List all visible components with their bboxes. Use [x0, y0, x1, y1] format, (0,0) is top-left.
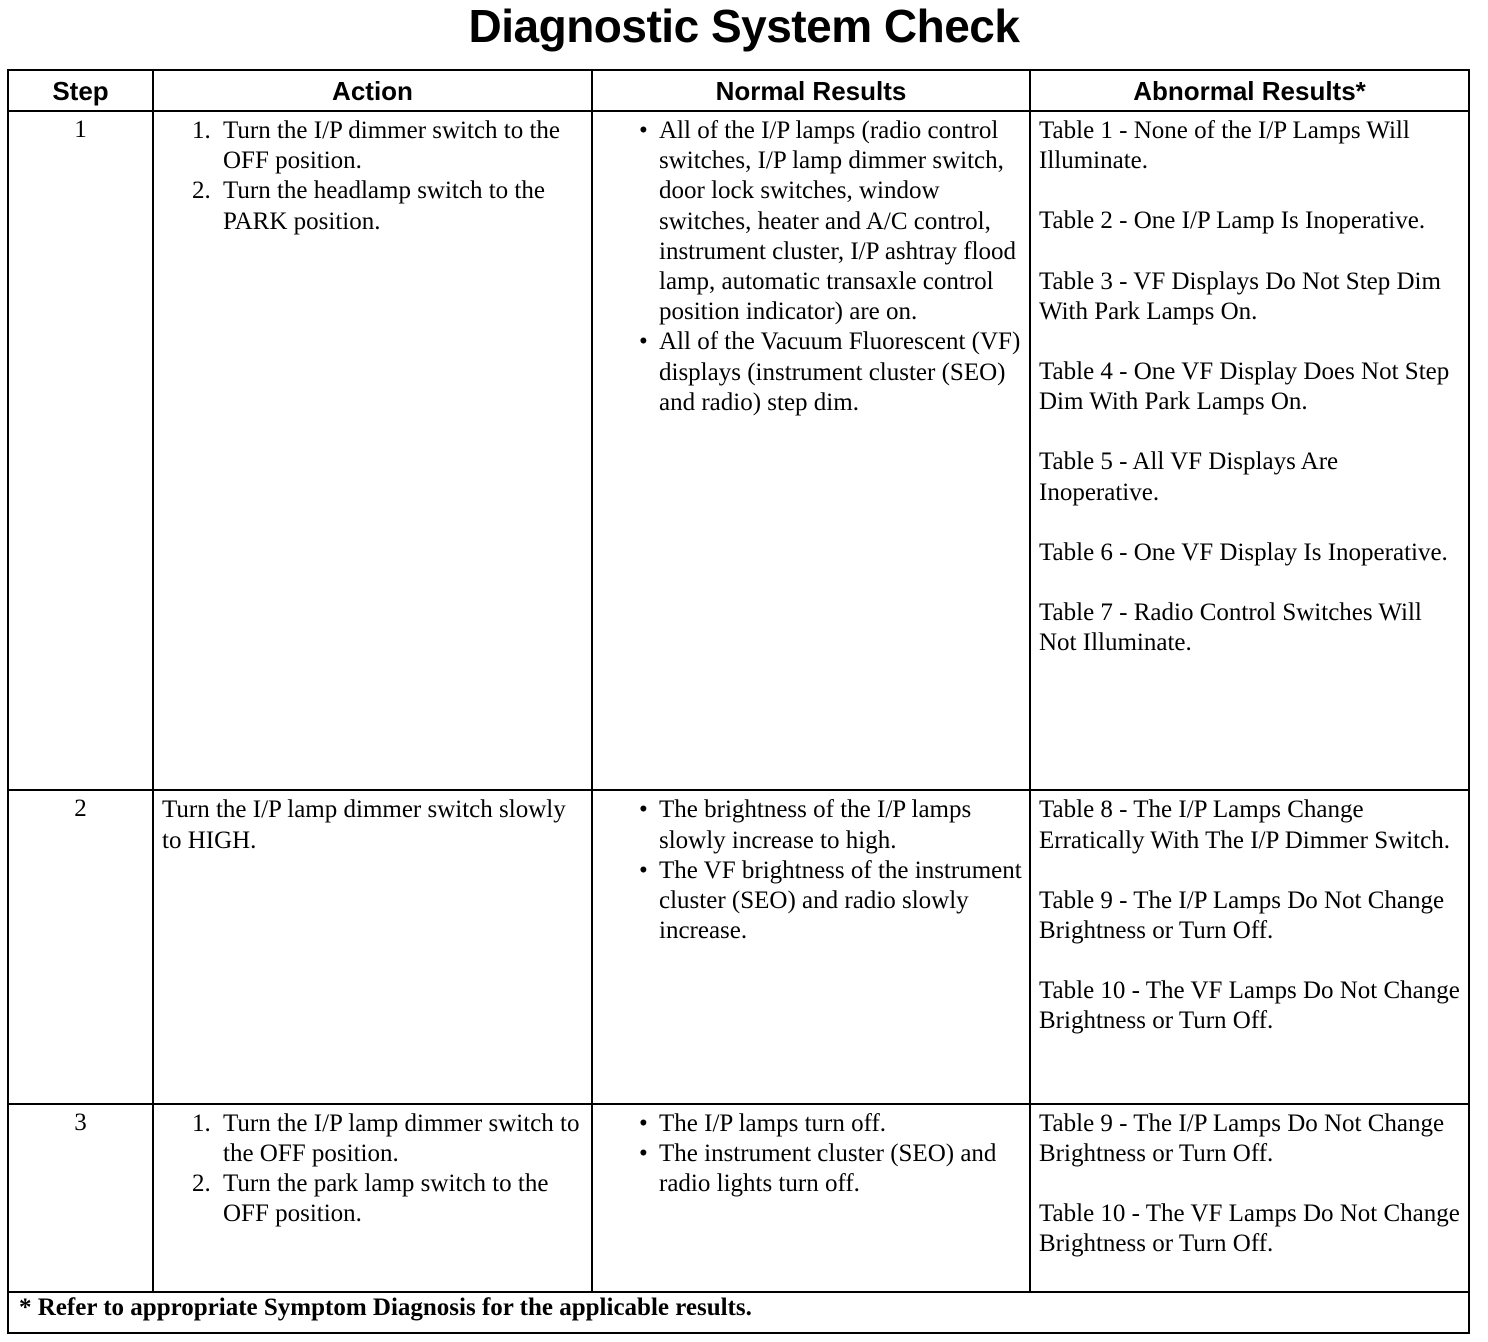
header-action: Action [153, 70, 592, 111]
diagnostic-table [7, 69, 1470, 1334]
abnormal-results-cell [1030, 790, 1469, 1103]
action-item: 1. Turn the I/P dimmer switch to the OFF position. [217, 116, 585, 176]
table-row [8, 111, 1469, 790]
action-cell [153, 790, 592, 1103]
action-item: 1. Turn the I/P lamp dimmer switch to the OFF position. [217, 1109, 585, 1169]
normal-result-item: • All of the I/P lamps (radio control switches, I/P lamp dimmer switch, door lock switches, window switches, heater and A/C control, instrument cluster, I/P ashtray flood lamp, automatic transaxle control position indicator) are on. [659, 116, 1023, 327]
table-row [8, 790, 1469, 1103]
footnote: * Refer to appropriate Symptom Diagnosis for the applicable results. [8, 1292, 1469, 1333]
abnormal-result-link: Table 7 - Radio Control Switches Will Not Illuminate. [1039, 599, 1422, 657]
abnormal-result-link: Table 5 - All VF Displays Are Inoperative. [1039, 448, 1339, 506]
page-title: Diagnostic System Check [468, 0, 1020, 52]
action-text: Turn the I/P lamp dimmer switch slowly to HIGH. [162, 796, 566, 854]
abnormal-results-cell [1030, 111, 1469, 790]
abnormal-result-link: Table 1 - None of the I/P Lamps Will Illuminate. [1039, 117, 1410, 175]
action-item: 2. Turn the park lamp switch to the OFF position. [217, 1169, 585, 1229]
normal-result-item: • The I/P lamps turn off. [659, 1109, 1023, 1139]
action-cell [153, 111, 592, 790]
abnormal-result-link: Table 2 - One I/P Lamp Is Inoperative. [1039, 207, 1426, 235]
normal-result-item: • The VF brightness of the instrument cluster (SEO) and radio slowly increase. [659, 856, 1023, 947]
abnormal-result-link: Table 3 - VF Displays Do Not Step Dim With Park Lamps On. [1039, 267, 1441, 325]
abnormal-result-link: Table 6 - One VF Display Is Inoperative. [1039, 538, 1448, 566]
abnormal-result-link: Table 9 - The I/P Lamps Do Not Change Brightness or Turn Off. [1039, 1109, 1445, 1167]
action-item: 2. Turn the headlamp switch to the PARK position. [217, 176, 585, 236]
step-number: 2 [8, 790, 153, 1103]
header-step: Step [8, 70, 153, 111]
footnote-row [8, 1292, 1469, 1333]
step-number: 1 [8, 111, 153, 790]
abnormal-result-link: Table 10 - The VF Lamps Do Not Change Brightness or Turn Off. [1039, 977, 1460, 1035]
abnormal-result-link: Table 9 - The I/P Lamps Do Not Change Brightness or Turn Off. [1039, 886, 1445, 945]
normal-result-item: • The instrument cluster (SEO) and radio lights turn off. [659, 1139, 1023, 1199]
header-normal-results: Normal Results [592, 70, 1030, 111]
abnormal-result-link: Table 10 - The VF Lamps Do Not Change Brightness or Turn Off. [1039, 1200, 1460, 1258]
header-row [8, 70, 1469, 111]
abnormal-result-link: Table 8 - The I/P Lamps Change Erratically With The I/P Dimmer Switch. [1039, 796, 1450, 854]
abnormal-results-cell [1030, 1104, 1469, 1293]
normal-result-item: • The brightness of the I/P lamps slowly increase to high. [659, 795, 1023, 855]
header-abnormal-results: Abnormal Results* [1030, 70, 1469, 111]
step-number: 3 [8, 1104, 153, 1293]
normal-results-cell [592, 790, 1030, 1103]
abnormal-result-link: Table 4 - One VF Display Does Not Step Dim With Park Lamps On. [1039, 358, 1450, 416]
normal-results-cell [592, 1104, 1030, 1293]
table-row [8, 1104, 1469, 1293]
normal-results-cell [592, 111, 1030, 790]
action-cell [153, 1104, 592, 1293]
normal-result-item: • All of the Vacuum Fluorescent (VF) displays (instrument cluster (SEO) and radio) step dim. [659, 327, 1023, 418]
